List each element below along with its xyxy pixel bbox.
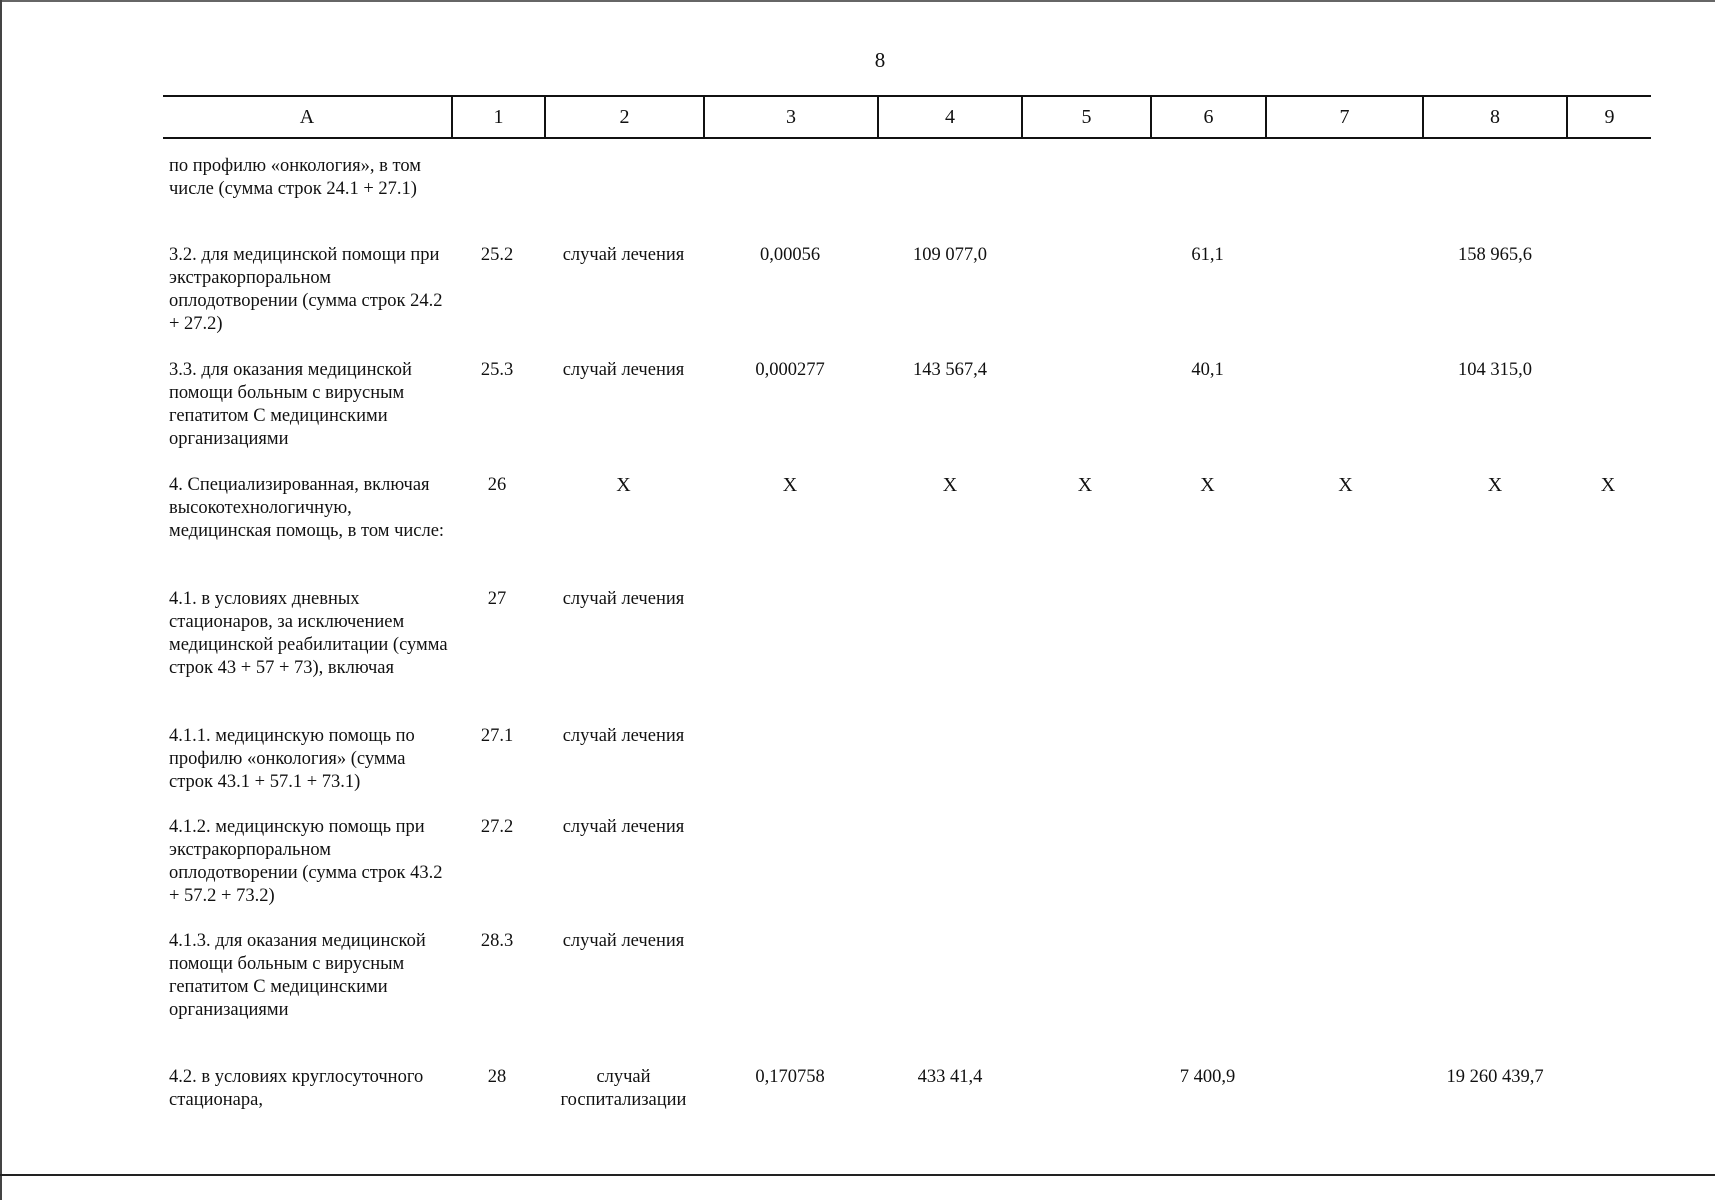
header-cell-8: 8	[1490, 106, 1500, 128]
header-cell-9: 9	[1604, 106, 1615, 128]
header-cell-4: 4	[945, 106, 955, 128]
header-cell-2: 2	[619, 106, 630, 128]
row-value-6: 61,1	[1191, 245, 1224, 265]
row-value-8: 19 260 439,7	[1446, 1067, 1544, 1087]
row-label: по профилю «онкология», в том числе (сумма строк 24.1 + 27.1)	[169, 156, 421, 199]
row-value-7: Х	[1338, 474, 1353, 496]
row-label: 4.1.2. медицинскую помощь при экстракорпоральном оплодотворении (сумма строк 43.2 + 57.2 + 73.2)	[169, 817, 443, 906]
row-number: 27	[487, 589, 507, 609]
row-number: 26	[487, 475, 507, 495]
row-number: 25.2	[480, 245, 514, 265]
row-label: 4. Специализированная, включая высокотехнологичную, медицинская помощь, в том числе:	[169, 475, 445, 541]
row-unit: случай лечения	[562, 360, 685, 380]
row-value-8: 104 315,0	[1458, 360, 1532, 380]
row-unit: Х	[616, 474, 631, 496]
row-value-6: 40,1	[1191, 360, 1224, 380]
row-unit: случай лечения	[562, 245, 685, 265]
row-label: 4.1.1. медицинскую помощь по профилю «онкология» (сумма строк 43.1 + 57.1 + 73.1)	[169, 726, 415, 792]
header-cell-6: 6	[1203, 106, 1214, 128]
row-value-3: 0,00056	[759, 245, 821, 265]
row-unit: случай лечения	[562, 589, 685, 609]
row-unit: случай лечения	[562, 726, 685, 746]
row-value-3: 0,000277	[755, 360, 825, 380]
table-header-bottom-rule	[163, 137, 1651, 139]
row-label: 4.1.3. для оказания медицинской помощи больным с вирусным гепатитом С медицинскими организациями	[169, 931, 426, 1020]
row-value-6: 7 400,9	[1179, 1067, 1236, 1087]
row-number: 27.2	[480, 817, 514, 837]
header-cell-1: 1	[493, 106, 504, 128]
header-cell-a: А	[299, 106, 315, 128]
row-label: 3.2. для медицинской помощи при экстракорпоральном оплодотворении (сумма строк 24.2 + 27.2)	[169, 245, 443, 334]
row-unit: случай госпитализации	[560, 1067, 687, 1110]
row-number: 27.1	[480, 726, 514, 746]
header-cell-3: 3	[786, 106, 796, 128]
table-header-top-rule	[163, 95, 1651, 97]
page-number: 8	[874, 48, 886, 72]
header-cell-7: 7	[1339, 106, 1350, 128]
row-value-4: Х	[942, 474, 958, 496]
scan-border-left	[0, 0, 2, 1200]
row-unit: случай лечения	[562, 931, 685, 951]
row-value-5: Х	[1077, 474, 1093, 496]
row-label: 4.1. в условиях дневных стационаров, за исключением медицинской реабилитации (сумма строк 43 + 57 + 73), включая	[169, 589, 448, 678]
row-value-3: 0,170758	[755, 1067, 825, 1087]
row-value-6: Х	[1200, 474, 1215, 496]
row-value-4: 143 567,4	[913, 360, 987, 380]
row-number: 25.3	[480, 360, 514, 380]
page-bottom-rule	[0, 1174, 1715, 1176]
row-value-3: Х	[782, 474, 798, 496]
row-label: 3.3. для оказания медицинской помощи больным с вирусным гепатитом С медицинскими организациями	[169, 360, 412, 449]
scan-border-top	[0, 0, 1715, 2]
row-number: 28.3	[480, 931, 514, 951]
row-value-8: Х	[1487, 474, 1503, 496]
header-cell-5: 5	[1081, 106, 1092, 128]
row-number: 28	[487, 1067, 507, 1087]
row-unit: случай лечения	[562, 817, 685, 837]
row-value-8: 158 965,6	[1458, 245, 1532, 265]
row-value-4: 109 077,0	[913, 245, 987, 265]
row-label: 4.2. в условиях круглосуточного стационара,	[169, 1067, 424, 1110]
row-value-4: 433 41,4	[917, 1067, 983, 1087]
row-value-9: Х	[1600, 474, 1616, 496]
